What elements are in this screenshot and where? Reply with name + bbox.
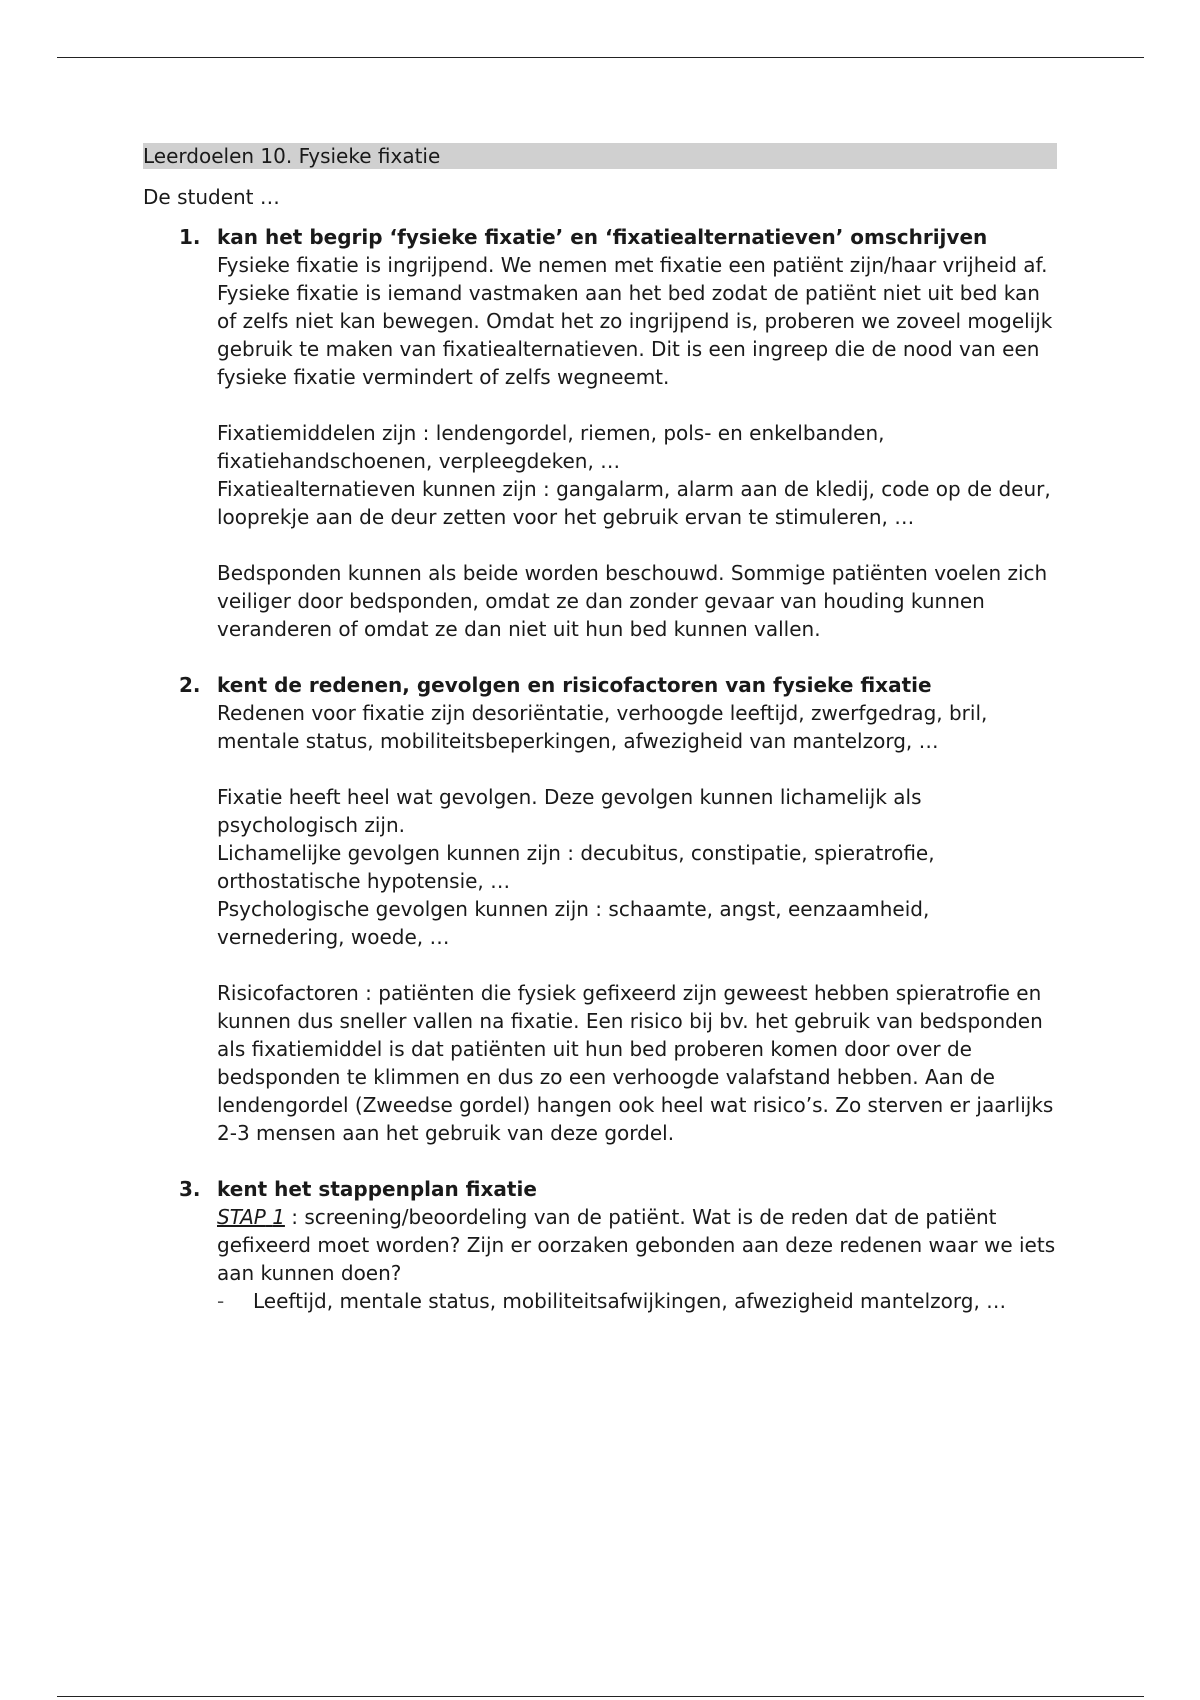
bullet-list (217, 1287, 1057, 1315)
objective-number: 1. (179, 225, 201, 249)
intro-text: De student … (143, 185, 280, 209)
step-text: : screening/beoordeling van de patiënt. Wat is de reden dat de patiënt gefixeerd moet worden? Zijn er oorzaken gebonden aan deze redenen waar we iets aan kunnen doen? (217, 1205, 1056, 1285)
objective-title: kent de redenen, gevolgen en risicofactoren van fysieke fixatie (217, 673, 932, 697)
objective-paragraph: Redenen voor fixatie zijn desoriëntatie, verhoogde leeftijd, zwerfgedrag, bril, mentale status, mobiliteitsbeperkingen, afwezigheid van mantelzorg, … (217, 701, 988, 753)
step-label (217, 1205, 285, 1229)
objective-paragraph: Fixatie heeft heel wat gevolgen. Deze gevolgen kunnen lichamelijk als psychologisch zijn. (217, 785, 922, 837)
section-heading: Leerdoelen 10. Fysieke fixatie (143, 143, 1057, 169)
document-body (143, 143, 1057, 1315)
step-number: 1 (272, 1205, 285, 1229)
objective-number: 3. (179, 1177, 201, 1201)
objective-paragraph: Fixatiealternatieven kunnen zijn : gangalarm, alarm aan de kledij, code op de deur, looprekje aan de deur zetten voor het gebruik ervan te stimuleren, … (217, 477, 1051, 529)
objectives-list (143, 223, 1057, 1315)
bullet-marker: - (217, 1289, 225, 1313)
objective-number: 2. (179, 673, 201, 697)
bullet-item (217, 1287, 1057, 1315)
objective-title: kent het stappenplan fixatie (217, 1177, 537, 1201)
step-paragraph (217, 1203, 1057, 1287)
objective-paragraph: Psychologische gevolgen kunnen zijn : schaamte, angst, eenzaamheid, vernedering, woede, … (217, 897, 930, 949)
objective-item (143, 223, 1057, 643)
objective-paragraph: Fixatiemiddelen zijn : lendengordel, riemen, pols- en enkelbanden, fixatiehandschoenen, verpleegdeken, … (217, 421, 885, 473)
objective-paragraph: Lichamelijke gevolgen kunnen zijn : decubitus, constipatie, spieratrofie, orthostatische hypotensie, … (217, 841, 935, 893)
step-word: STAP (217, 1205, 266, 1229)
objective-item (143, 1175, 1057, 1315)
objective-paragraph: Risicofactoren : patiënten die fysiek gefixeerd zijn geweest hebben spieratrofie en kunnen dus sneller vallen na fixatie. Een risico bij bv. het gebruik van bedsponden als fixatiemiddel is dat patiënten uit hun bed proberen komen door over de bedsponden te klimmen en dus zo een verhoogde valafstand hebben. Aan de lendengordel (Zweedse gordel) hangen ook heel wat risico’s. Zo sterven er jaarlijks 2-3 mensen aan het gebruik van deze gordel. (217, 981, 1054, 1145)
objective-paragraph: Bedsponden kunnen als beide worden beschouwd. Sommige patiënten voelen zich veiliger door bedsponden, omdat ze dan zonder gevaar van houding kunnen veranderen of omdat ze dan niet uit hun bed kunnen vallen. (217, 561, 1048, 641)
objective-paragraph: Fysieke fixatie is ingrijpend. We nemen met fixatie een patiënt zijn/haar vrijheid af. Fysieke fixatie is iemand vastmaken aan het bed zodat de patiënt niet uit bed kan of zelfs niet kan bewegen. Omdat het zo ingrijpend is, proberen we zoveel mogelijk gebruik te maken van fixatiealternatieven. Dit is een ingreep die de nood van een fysieke fixatie vermindert of zelfs wegneemt. (217, 253, 1053, 389)
bullet-text: Leeftijd, mentale status, mobiliteitsafwijkingen, afwezigheid mantelzorg, … (253, 1289, 1007, 1313)
objective-title: kan het begrip ‘fysieke fixatie’ en ‘fixatiealternatieven’ omschrijven (217, 225, 988, 249)
header-rule (57, 57, 1144, 58)
footer-rule (57, 1696, 1144, 1697)
objective-item (143, 671, 1057, 1147)
